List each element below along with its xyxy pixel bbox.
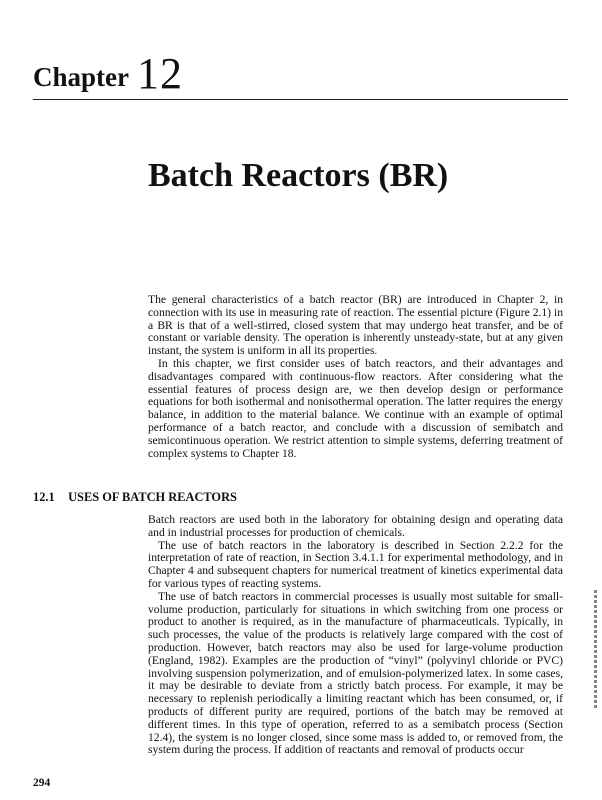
section-body xyxy=(148,514,563,757)
intro-text xyxy=(148,294,563,460)
section-title: USES OF BATCH REACTORS xyxy=(68,490,237,504)
chapter-title: Batch Reactors (BR) xyxy=(148,157,449,194)
chapter-label: Chapter xyxy=(33,62,129,92)
section-number: 12.1 xyxy=(33,490,55,504)
section-heading xyxy=(33,490,237,505)
chapter-rule xyxy=(33,99,568,100)
intro-paragraph: The general characteristics of a batch reactor (BR) are introduced in Chapter 2, in connection with its use in measuring rate of reaction. The essential picture (Figure 2.1) in a BR is that of a well-stirred, closed system that may undergo heat transfer, and be of constant or variable density. The operation is inherently unsteady-state, but at any given instant, the system is uniform in all its properties. xyxy=(148,293,563,358)
chapter-number: 12 xyxy=(137,49,183,98)
section-paragraph: Batch reactors are used both in the laboratory for obtaining design and operating data and in industrial processes for production of chemicals. xyxy=(148,513,563,539)
intro-paragraph: In this chapter, we first consider uses of batch reactors, and their advantages and disadvantages compared with continuous-flow reactors. After considering what the essential features of process design are, we then develop design or performance equations for both isothermal and nonisothermal operation. The latter requires the energy balance, in addition to the material balance. We continue with an example of optimal performance of a batch reactor, and conclude with a discussion of semibatch and semicontinuous operation. We restrict attention to simple systems, deferring treatment of complex systems to Chapter 18. xyxy=(148,356,563,460)
section-paragraph: The use of batch reactors in the laboratory is described in Section 2.2.2 for the interpretation of rate of reaction, in Section 3.4.1.1 for experimental methodology, and in Chapter 4 and subsequent chapters for numerical treatment of kinetics experimental data for various types of reacting systems. xyxy=(148,538,563,590)
page-number: 294 xyxy=(33,777,51,789)
scan-edge-mark xyxy=(594,590,597,710)
section-paragraph: The use of batch reactors in commercial processes is usually most suitable for small-volume production, particularly for situations in which switching from one process or product to another is required, as in the manufacture of pharmaceuticals. Typically, in such processes, the value of the products is relatively large compared with the cost of production. However, batch reactors may also be used for large-volume production (England, 1982). Examples are the production of “vinyl” (polyvinyl chloride or PVC) involving suspension polymerization, and of emulsion-polymerized latex. In some cases, it may be desirable to deviate from a strictly batch process. For example, it may be necessary to replenish periodically a limiting reactant which has been consumed, or, if products of different purity are required, portions of the batch may be removed at different times. In this type of operation, referred to as a semibatch process (Section 12.4), the system is no longer closed, since some mass is added to, or removed from, the system during the process. If addition of reactants and removal of products occur xyxy=(148,589,563,757)
